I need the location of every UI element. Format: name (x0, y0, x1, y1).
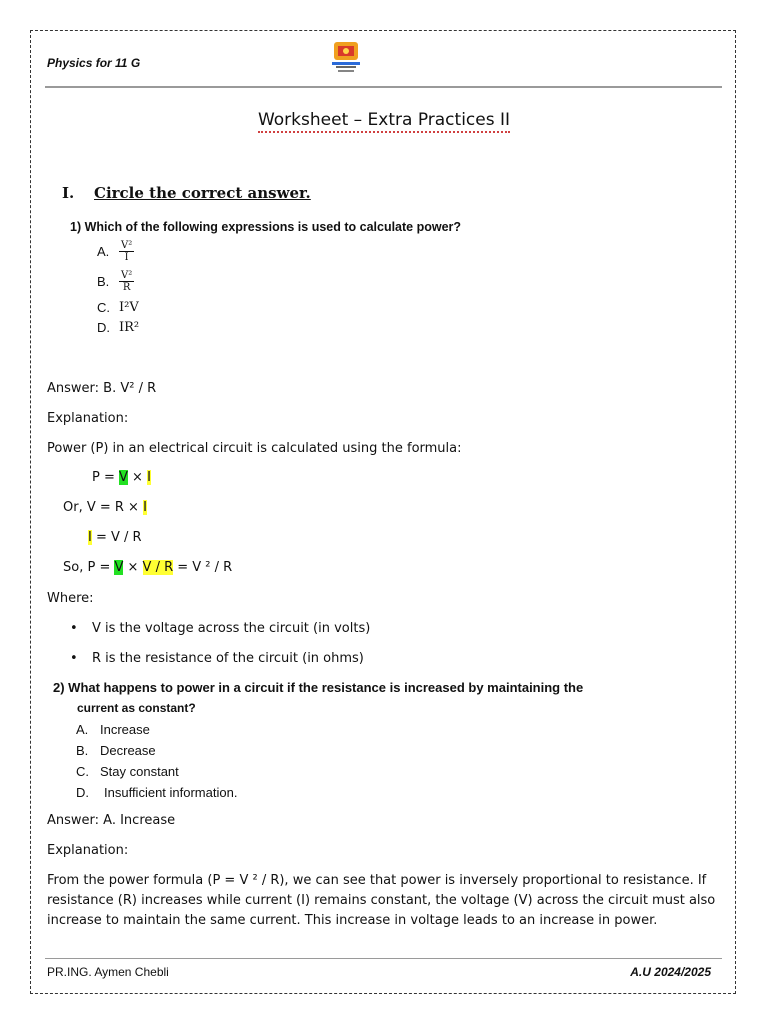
q2-option-c: C. Stay constant (76, 764, 179, 779)
q1-answer: Answer: B. V² / R (47, 381, 157, 396)
worksheet-title: Worksheet – Extra Practices II (0, 110, 768, 130)
q1-option-a (97, 240, 134, 263)
highlight-v-over-r: V / R (142, 560, 174, 575)
option-expression: IR² (119, 320, 140, 335)
q2-answer: Answer: A. Increase (47, 813, 176, 828)
highlight-v: V (119, 470, 128, 485)
bullet-icon: • (70, 651, 78, 666)
q1-option-d (97, 320, 139, 335)
equation-voltage: Or, V = R × I (63, 500, 147, 515)
option-fraction: $\frac{\text{V²}}{I}$ (121, 240, 133, 263)
q1-option-c (97, 300, 139, 315)
question-1: 1) Which of the following expressions is used to calculate power? (70, 220, 462, 234)
section-heading (62, 184, 311, 202)
q2-option-d: D. Insufficient information. (76, 785, 238, 800)
header-divider (45, 86, 722, 88)
highlight-i: I (143, 500, 147, 515)
section-numeral: I. (62, 184, 75, 202)
question-2-line-1: 2) What happens to power in a circuit if the resistance is increased by maintaining the (53, 680, 584, 695)
highlight-i: I (88, 530, 92, 545)
equation-power: P = V × I (92, 470, 151, 485)
question-2-line-2: current as constant? (77, 701, 196, 715)
footer-divider (45, 958, 722, 959)
q2-explanation-text: From the power formula (P = V ² / R), we can see that power is inversely proportional to resistance. If resistance (R) increases while current (I) remains constant, the voltage (V) across the circuit must also increase to maintain the same current. This increase in voltage leads to an increase in power. (47, 873, 716, 928)
q2-explanation-label: Explanation: (47, 843, 129, 858)
list-item: • R is the resistance of the circuit (in ohms) (70, 651, 364, 666)
course-label: Physics for 11 G (47, 56, 141, 70)
q2-option-a: A. Increase (76, 722, 150, 737)
option-label: C. (97, 300, 110, 315)
list-item: • V is the voltage across the circuit (in volts) (70, 621, 371, 636)
option-expression: I²V (119, 300, 139, 315)
highlight-v: V (114, 560, 124, 575)
q1-option-b (97, 270, 134, 293)
q1-explanation-intro: Power (P) in an electrical circuit is calculated using the formula: (47, 441, 462, 456)
equation-substitution: So, P = V × V / R = V ² / R (63, 560, 233, 575)
q1-explanation-label: Explanation: (47, 411, 129, 426)
equation-current: I = V / R (88, 530, 142, 545)
option-label: D. (97, 320, 110, 335)
bullet-icon: • (70, 621, 78, 636)
section-heading-text: Circle the correct answer. (94, 184, 311, 202)
footer-author: PR.ING. Aymen Chebli (47, 965, 169, 979)
option-label: B. (97, 274, 110, 289)
footer-year: A.U 2024/2025 (630, 965, 711, 979)
q2-option-b: B. Decrease (76, 743, 156, 758)
highlight-i: I (147, 470, 151, 485)
school-logo-icon (328, 40, 364, 74)
option-label: A. (97, 244, 110, 259)
option-fraction: $\frac{\text{V²}}{R}$ (121, 270, 133, 293)
where-label: Where: (47, 591, 94, 606)
